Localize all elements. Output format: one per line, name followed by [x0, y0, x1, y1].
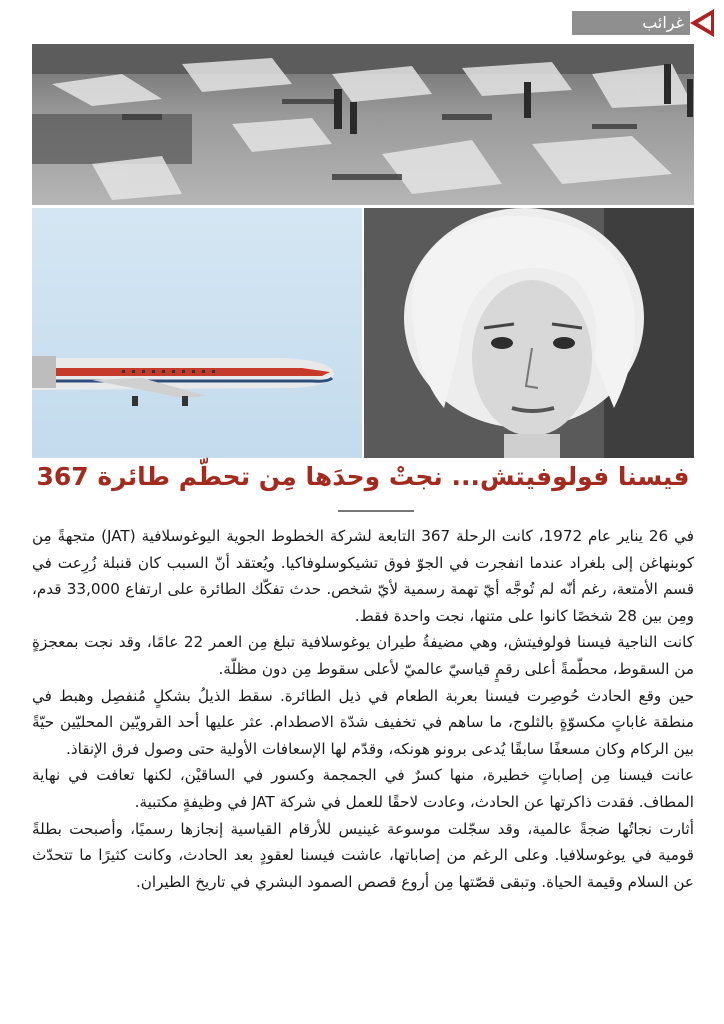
portrait-photo	[364, 208, 694, 458]
article-paragraph: حين وقع الحادث حُوصِرت فيسنا بعربة الطعام في ذيل الطائرة. سقط الذيلُ بشكلٍ مُنفصِل وهبط في منطقة غاباتٍ مكسوّةٍ بالثلوج، ما ساهم في تخفيف شدّة الاصطدام. عثر عليها أحد القرويّين المحليّين حيّةً بين الركام وكان مسعفًا سابقًا يُدعى برونو هونكه، وقدّم لها الإسعافات الأولية حتى وصول فرق الإنقاذ.	[32, 686, 694, 758]
wreckage-photo	[32, 44, 694, 205]
title-divider	[338, 510, 414, 512]
article-paragraph: أثارت نجاتُها ضجةً عالمية، وقد سجّلت موسوعة غينيس للأرقام القياسية إنجازها رسميًا، وأصبحت بطلةً قومية في يوغوسلافيا. وعلى الرغم من إصاباتها، عاشت فيسنا لعقودٍ بعد الحادث، وكانت كثيرًا ما تتحدّث عن السلام وقيمة الحياة. وتبقى قصّتها مِن أروع قصص الصمود البشري في تاريخ الطيران.	[32, 819, 694, 891]
article-title: فيسنا فولوفيتش... نجتْ وحدَها مِن تحطّم طائرة 367	[36, 462, 690, 491]
article-paragraph: عانت فيسنا مِن إصاباتٍ خطيرة، منها كسرٌ في الجمجمة وكسور في الساقيْن، لكنها تعافت في نهاية المطاف. فقدت ذاكرتها عن الحادث، وعادت لاحقًا للعمل في شركة JAT في وظيفةٍ مكتبية.	[32, 766, 694, 811]
section-tag	[574, 9, 714, 37]
article-paragraph: كانت الناجية فيسنا فولوفيتش، وهي مضيفةُ طيران يوغوسلافية تبلغ مِن العمر 22 عامًا، وقد نجت بمعجزةٍ من السقوط، محطّمةً أعلى رقمٍ قياسيّ عالميّ لأعلى سقوط مِن دون مظلّة.	[32, 633, 694, 678]
section-tag-label: غرائب	[642, 13, 684, 32]
article-body	[32, 523, 694, 895]
tag-arrow-inner-icon	[698, 15, 711, 31]
article-paragraph: في 26 يناير عام 1972، كانت الرحلة 367 التابعة لشركة الخطوط الجوية اليوغوسلافية (JAT) متجهةً مِن كوبنهاغن إلى بلغراد عندما انفجرت في الجوّ فوق تشيكوسلوفاكيا. ويُعتقد أنّ السبب كان قنبلة زُرِعت في قسم الأمتعة، رغم أنّه لم تُوجَّه أيّ تهمة رسمية لأيّ شخص. حدث تفكّك الطائرة على ارتفاع 33,000 قدم، ومِن بين 28 شخصًا كانوا على متنها، نجت واحدة فقط.	[32, 527, 695, 625]
airplane-photo	[32, 208, 362, 458]
